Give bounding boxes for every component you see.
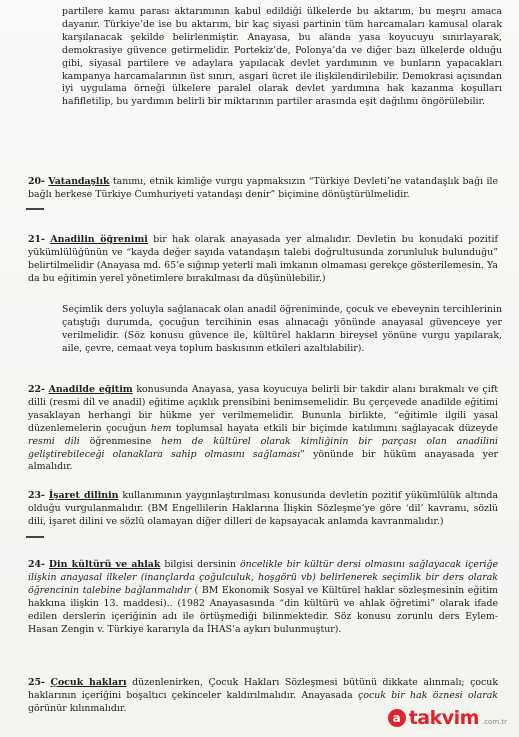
watermark-suffix: .com.tr	[481, 718, 507, 726]
item-22-paragraph	[28, 384, 498, 474]
item-keyword: Anadilin öğrenimi	[50, 234, 148, 245]
item-number: 25-	[28, 677, 45, 688]
item-emphasis: öncelikle bir kültür dersi olmasını sağlayacak içeriğe ilişkin anayasal ilkeler (inançlarda çoğulculuk, hoşgörü vb) belirlenerek seçimlik bir ders olarak öğrencinin talebine bağlanmalıdır	[28, 559, 498, 596]
item-number: 24-	[28, 559, 45, 570]
item-text-part: ( BM Ekonomik Sosyal ve Kültürel haklar sözleşmesinin eğitim hakkına ilişkin 13. maddesi).. (1982 Anayasasında “din kültürü ve ahlak öğretimi” olarak ifade edilen derslerin içeriğinin adı ile örtüşmediği bilinmektedir. Söz konusu zorunlu ders Eylem-Hasan Zengin v. Türkiye kararıyla da İHAS’a aykırı bulunmuştur).	[28, 584, 498, 635]
intro-paragraph	[62, 6, 502, 109]
item-text-part: toplumsal hayata etkili bir biçimde katılımını sağlayacak düzeyde	[171, 422, 498, 434]
article-item-24	[28, 559, 498, 636]
item-text: tanımı, etnik kimliğe vurgu yapmaksızın “Türkiye Devleti’ne vatandaşlık bağı ile bağlı herkese Türkiye Cumhuriyeti vatandaşı denir” biçimine dönüştürülmelidir.	[28, 176, 498, 200]
article-item-23	[28, 490, 498, 529]
item-text-part: düzenlenirken, Çocuk Hakları Sözleşmesi bütünü dikkate alınmalı; çocuk haklarının içeriğini boşaltıcı çekinceler kaldırılmalıdır. Anayasada	[28, 677, 499, 701]
margin-mark	[26, 208, 44, 210]
item-23-paragraph	[28, 490, 498, 529]
watermark-text: takvim	[408, 707, 479, 729]
item-emphasis: hem	[150, 422, 172, 434]
item-text-part: öğrenmesine	[79, 435, 162, 447]
item-keyword: İşaret dilinin	[48, 490, 119, 501]
item-emphasis: çocuk bir hak öznesi olarak	[358, 689, 498, 701]
item-keyword: Anadilde eğitim	[48, 384, 133, 395]
margin-mark	[26, 536, 44, 538]
item-number: 22-	[28, 384, 45, 395]
item-keyword: Çocuk hakları	[50, 677, 127, 688]
item-24-paragraph	[28, 559, 498, 636]
item-number: 21-	[28, 234, 45, 245]
item-number: 20-	[28, 176, 45, 187]
article-item-20	[28, 176, 498, 202]
item-text-part: ” yönünde bir hüküm anayasada yer almalıdır.	[28, 448, 498, 473]
watermark-logo	[388, 707, 507, 729]
item-20-paragraph	[28, 176, 498, 202]
item-emphasis: hem de kültürel olarak kimliğinin bir parçası olan anadilini geliştirebileceği olanaklara sahip olmasını sağlaması	[28, 435, 498, 460]
watermark-badge-icon: a	[388, 709, 406, 727]
item-text: bir hak olarak anayasada yer almalıdır. Devletin bu konudaki pozitif yükümlülüğünün ve “kayda değer sayıda vatandaşın talebi doğrultusunda zorunluluk bulunduğu” belirtilmelidir (Anayasa md. 65’e sığınıp yeterli mali imkanın olmaması gerekçe gösterilemesin. Ya da bu eğitimin yerel yönetimlere bırakılması da düşünülebilir.)	[28, 234, 498, 284]
intro-paragraph-text: partilere kamu parası aktarımının kabul edildiği ülkelerde bu aktarım, bu meşru amaca dayanır. Türkiye’de ise bu aktarım, bir kaç siyasi partinin tüm harcamaları kamusal olarak karşılanacak şekilde belirlenmiştir. Anayasa, bu alanda yasa koyucuyu sınırlayarak, demokrasiye güvence getirmelidir. Portekiz’de, Polonya’da ve diğer bazı ülkelerde olduğu gibi, siyasal partilere ve adaylara yapılacak devlet yardımının ve bunların yapacakları kampanya harcamalarının üst sınırı, asgari ücret ile ilişkilendirilebilir. Demokrasi açısından iyi uygulama örneği ülkelere paralel olarak devlet yardımına hak kazanma koşulları hafifletilip, bu yardımın belirli bir miktarının partiler arasında eşit dağılımı öngörülebilir.	[62, 6, 502, 108]
article-item-22	[28, 384, 498, 474]
item-text: kullanımının yaygınlaştırılması konusunda devletin pozitif yükümlülük altında olduğu vurgulanmalıdır. (BM Engellilerin Haklarına İlişkin Sözleşme’ye göre ‘dil’ kavramı, sözlü dili, işaret dilini ve sözlü olamayan diğer dilleri de kapsayacak anlamda kavranmalıdır.)	[28, 490, 499, 527]
article-item-21	[28, 234, 498, 286]
item-text-part: bilgisi dersinin	[160, 559, 240, 570]
item-keyword: Vatandaşlık	[48, 176, 110, 187]
item-number: 23-	[28, 490, 45, 501]
item-21-paragraph	[28, 234, 498, 286]
item-emphasis: resmi dili	[28, 435, 80, 447]
item-text-part: görünür kılınmalıdır.	[28, 702, 127, 714]
article-item-21-second-paragraph	[62, 304, 502, 356]
item-21-paragraph-2: Seçimlik ders yoluyla sağlanacak olan anadil öğreniminde, çocuk ve ebeveynin tercihlerinin çatıştığı durumda, çocuğun tercihinin esas alınacağı yönünde anayasal güvenceye yer verilmelidir. (Söz konusu güvence ile, kültürel hakların bireysel yönüne vurgu yapılarak, aile, çevre, cemaat veya toplum baskısının etkileri azaltılabilir).	[62, 304, 502, 354]
item-text-part: konusunda Anayasa, yasa koyucuya belirli bir takdir alanı bırakmalı ve çift dilli (resmi dil ve anadil) eğitime açıklık prensibini benimsemelidir. Bu çerçevede anadilde eğitimi yasaklayan herhangi bir hükme yer verilmemelidir. Bununla birlikte, “eğitimle ilgili yasal düzenlemelerin çocuğun	[28, 384, 498, 434]
item-keyword: Din kültürü ve ahlak	[48, 559, 161, 570]
